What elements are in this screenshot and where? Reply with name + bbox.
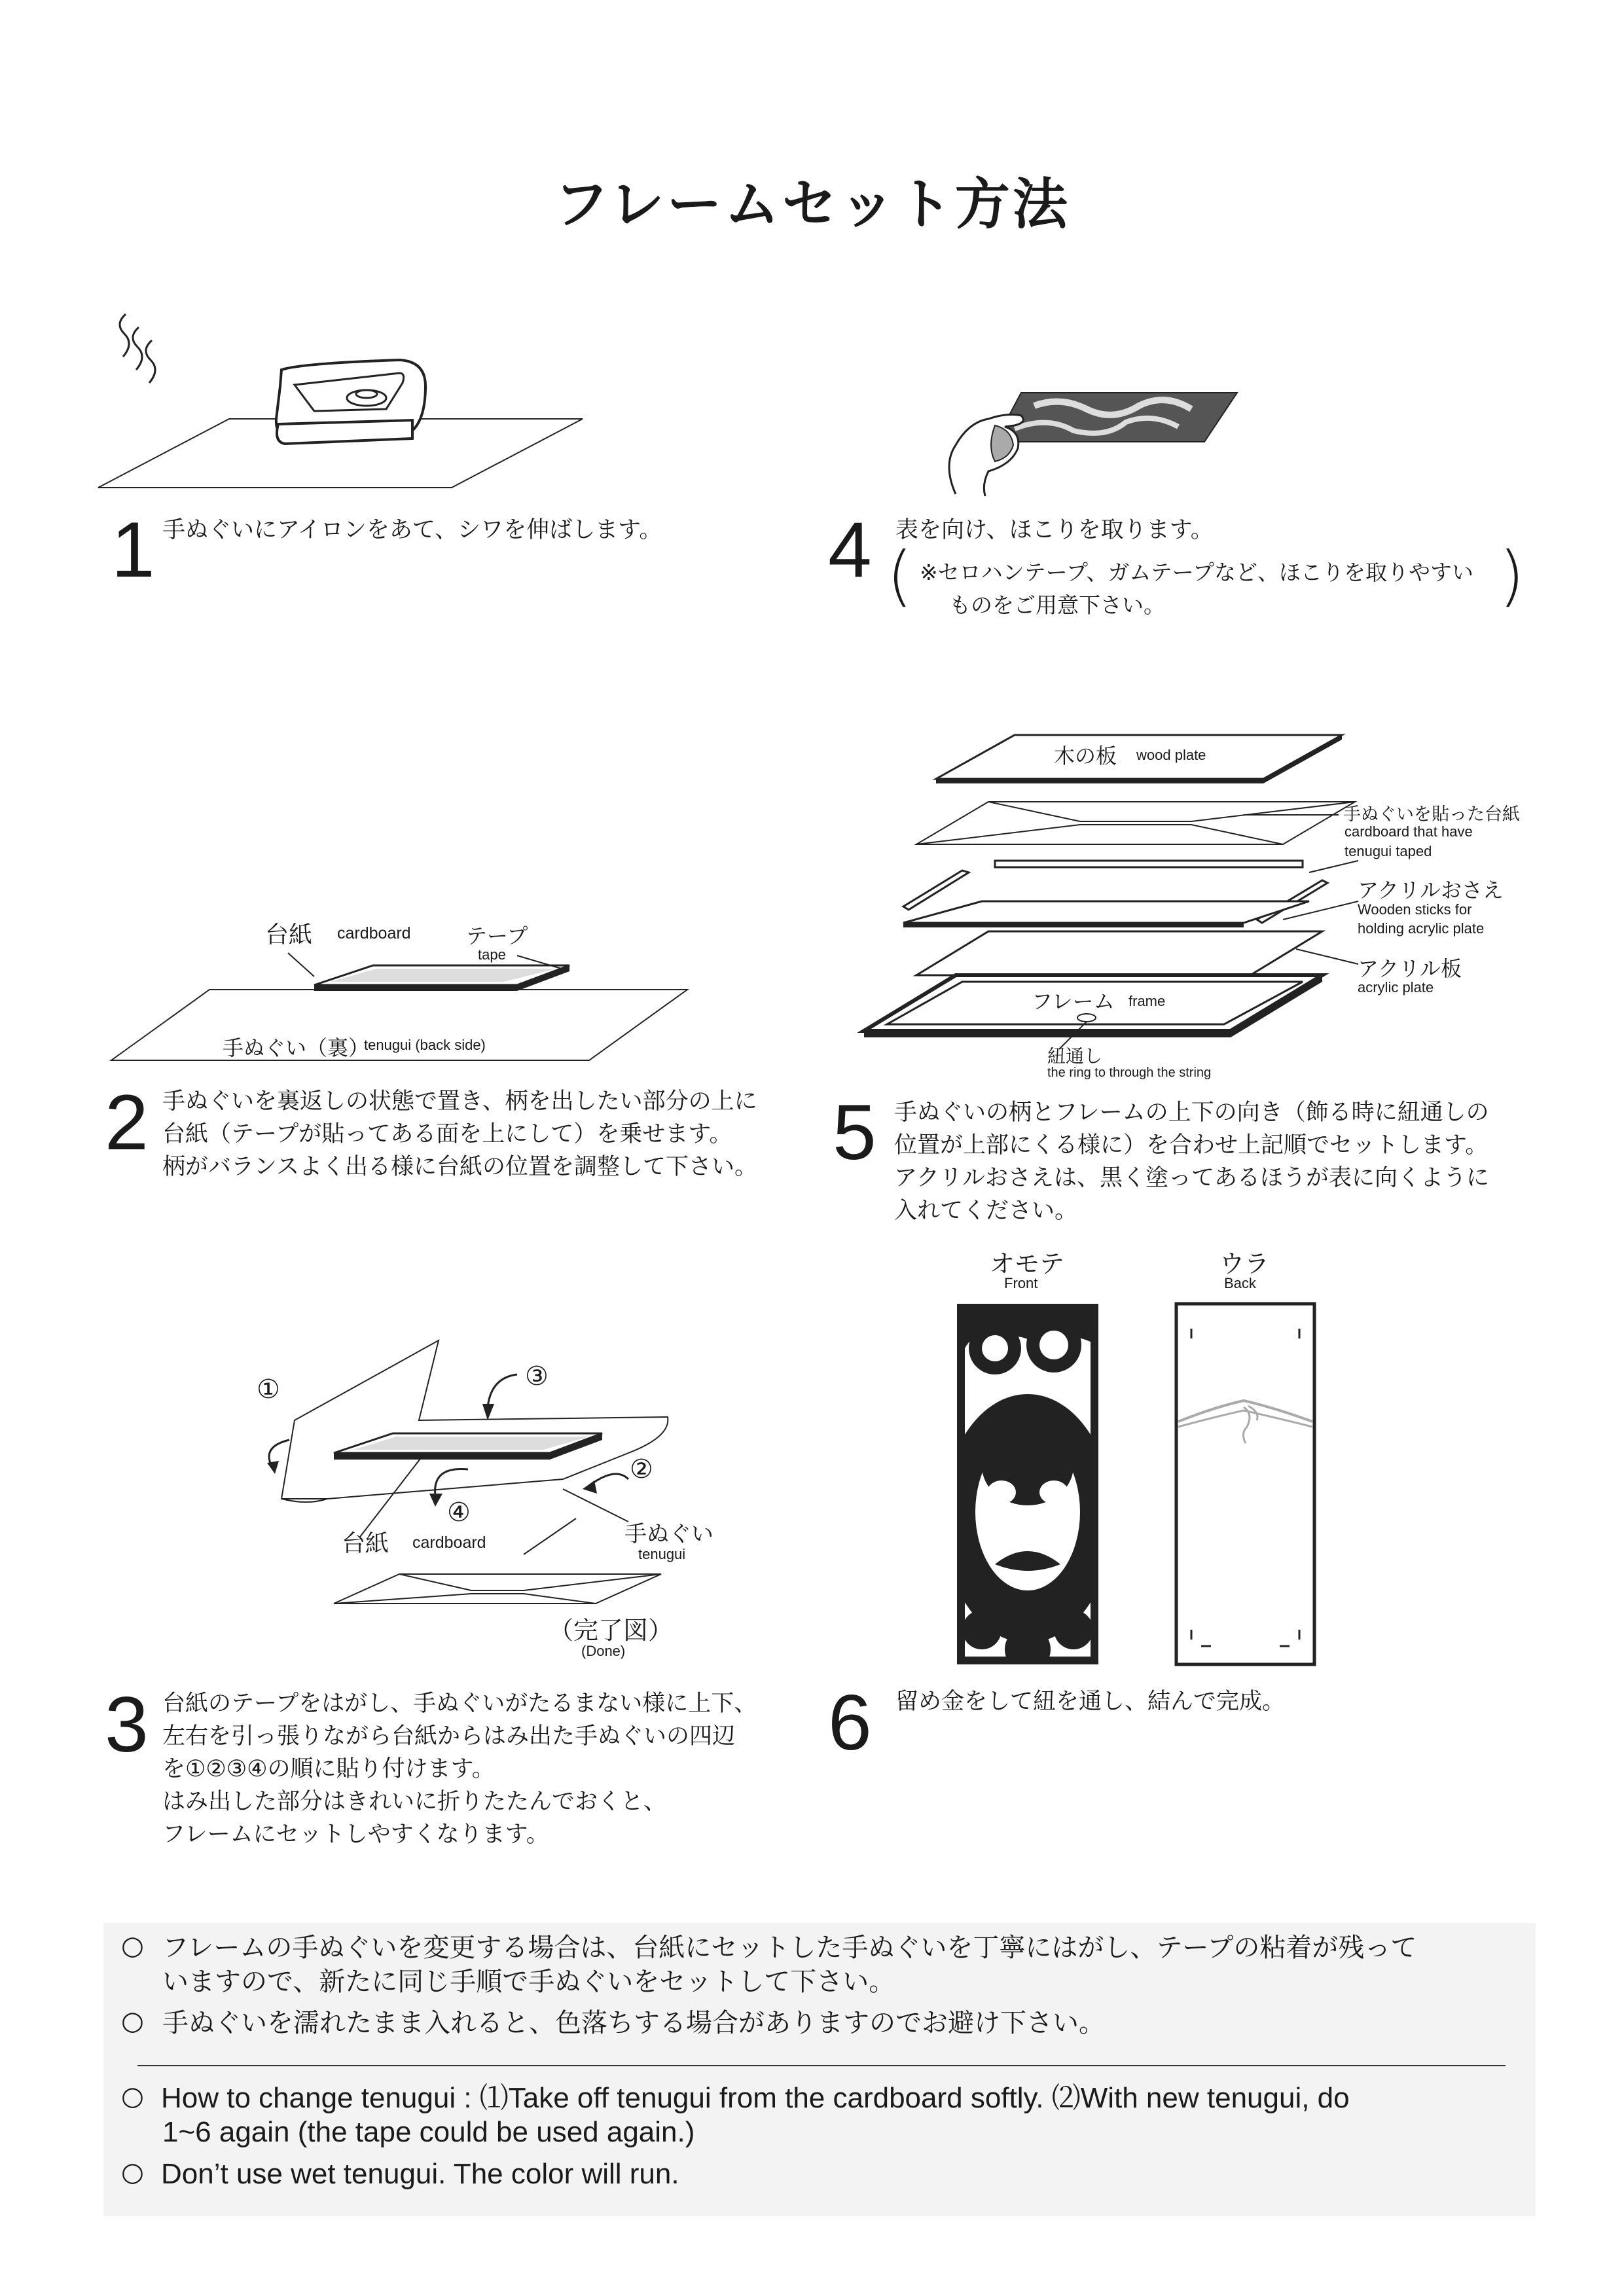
note-en-1-line-2: 1~6 again (the tape could be used again.) <box>162 2116 695 2148</box>
fig3-cardboard-label-en: cardboard <box>412 1534 486 1552</box>
fig3-marker-2: ② <box>630 1454 653 1484</box>
fig6-front-label: オモテ <box>990 1249 1065 1278</box>
fig5-sticks-label-en-2: holding acrylic plate <box>1358 920 1485 937</box>
note-en-1-line-1: How to change tenugui : ⑴Take off tenugui from the cardboard softly. ⑵With new tenugui, do <box>161 2082 1350 2114</box>
frame-exploded-illustration <box>851 730 1362 1083</box>
notes-divider <box>137 2065 1506 2066</box>
fig6-back-label-en: Back <box>1224 1275 1256 1291</box>
step-2-number: 2 <box>105 1079 149 1166</box>
step-4-note-line-1: ※セロハンテープ、ガムテープなど、ほこりを取りやすい <box>920 560 1474 585</box>
fig5-wood-label: 木の板 <box>1054 744 1117 768</box>
step-3-line-1: 台紙のテープをはがし、手ぬぐいがたるまない様に上下、 <box>162 1691 757 1717</box>
fig3-tenugui-label: 手ぬぐい <box>624 1521 713 1547</box>
folding-tenugui-illustration <box>236 1329 746 1636</box>
step-5-line-4: 入れてください。 <box>894 1198 1078 1224</box>
note-ja-2-line-1: 手ぬぐいを濡れたまま入れると、色落ちする場合がありますのでお避け下さい。 <box>162 2008 1105 2038</box>
fig5-taped-label-en-1: cardboard that have <box>1344 823 1473 840</box>
cardboard-on-tenugui-illustration <box>98 949 700 1073</box>
step-4-paren-left: ( <box>887 537 913 614</box>
fig5-sticks-label-en-1: Wooden sticks for <box>1358 901 1472 918</box>
step-2-line-3: 柄がバランスよく出る様に台紙の位置を調整して下さい。 <box>162 1154 757 1180</box>
step-5-line-2: 位置が上部にくる様に）を合わせ上記順でセットします。 <box>894 1132 1489 1158</box>
fig2-cardboard-label-en: cardboard <box>337 924 411 942</box>
note-en-2-bullet: ○ <box>121 2157 144 2187</box>
fig5-sticks-label: アクリルおさえ <box>1358 878 1504 903</box>
fig3-tenugui-label-en: tenugui <box>638 1546 686 1562</box>
fig3-done-label-en: (Done) <box>581 1643 626 1659</box>
fig5-taped-label: 手ぬぐいを貼った台紙 <box>1343 804 1520 825</box>
step-6-number: 6 <box>828 1679 872 1767</box>
fig6-front-label-en: Front <box>1004 1275 1038 1291</box>
step-4-number: 4 <box>828 506 872 594</box>
fig2-tenugui-label: 手ぬぐい（裏） <box>223 1035 370 1060</box>
step-3-line-5: フレームにセットしやすくなります。 <box>162 1821 549 1848</box>
fig2-cardboard-label: 台紙 <box>265 922 313 948</box>
fig2-tape-label-en: tape <box>478 946 506 963</box>
fig5-wood-label-en: wood plate <box>1136 747 1206 763</box>
fig5-frame-label-en: frame <box>1128 993 1166 1009</box>
step-1-text: 手ぬぐいにアイロンをあて、シワを伸ばします。 <box>162 517 662 543</box>
step-4-text: 表を向け、ほこりを取ります。 <box>895 517 1214 543</box>
fig2-tenugui-label-en: tenugui (back side) <box>364 1037 486 1053</box>
step-4-note-line-2: ものをご用意下さい。 <box>949 592 1165 618</box>
note-ja-1-line-1: フレームの手ぬぐいを変更する場合は、台紙にセットした手ぬぐいを丁寧にはがし、テープの粘着が残って <box>162 1933 1417 1963</box>
note-en-2-line-1: Don’t use wet tenugui. The color will run. <box>161 2158 679 2190</box>
iron-illustration <box>98 308 596 497</box>
fig3-done-label: （完了図） <box>549 1616 674 1645</box>
fig5-acrylic-label: アクリル板 <box>1358 956 1462 981</box>
step-5-number: 5 <box>833 1088 876 1176</box>
framed-tenugui-front <box>956 1302 1100 1666</box>
fig3-marker-4: ④ <box>447 1498 471 1528</box>
note-en-1-bullet: ○ <box>121 2081 144 2111</box>
step-5-line-1: 手ぬぐいの柄とフレームの上下の向き（飾る時に紐通しの <box>894 1100 1489 1126</box>
step-3-line-4: はみ出した部分はきれいに折りたたんでおくと、 <box>162 1789 667 1815</box>
step-4-paren-right: ) <box>1499 537 1525 614</box>
fig5-ring-label: 紐通し <box>1047 1045 1103 1067</box>
step-1-number: 1 <box>111 506 155 594</box>
step-2-line-2: 台紙（テープが貼ってある面を上にして）を乗せます。 <box>162 1121 732 1147</box>
note-ja-2-bullet: ○ <box>121 2006 144 2036</box>
fig6-back-label: ウラ <box>1219 1249 1270 1278</box>
fig3-cardboard-label: 台紙 <box>342 1530 389 1557</box>
step-5-line-3: アクリルおさえは、黒く塗ってあるほうが表に向くように <box>894 1165 1489 1191</box>
fig5-ring-label-en: the ring to through the string <box>1047 1066 1212 1080</box>
fig5-frame-label: フレーム <box>1032 989 1115 1014</box>
step-3-line-2: 左右を引っ張りながら台紙からはみ出た手ぬぐいの四辺 <box>162 1723 736 1749</box>
step-3-number: 3 <box>105 1681 149 1768</box>
fig3-marker-3: ③ <box>525 1361 549 1391</box>
fig5-acrylic-label-en: acrylic plate <box>1358 979 1434 996</box>
page-title: フレームセット方法 <box>554 172 1070 236</box>
step-3-line-3: を①②③④の順に貼り付けます。 <box>162 1756 495 1782</box>
step-2-line-1: 手ぬぐいを裏返しの状態で置き、柄を出したい部分の上に <box>162 1088 757 1115</box>
hand-tape-illustration <box>929 386 1244 497</box>
fig3-marker-1: ① <box>257 1374 280 1405</box>
step-6-text: 留め金をして紐を通し、結んで完成。 <box>895 1689 1286 1715</box>
note-ja-1-bullet: ○ <box>121 1931 144 1961</box>
note-ja-1-line-2: いますので、新たに同じ手順で手ぬぐいをセットして下さい。 <box>162 1967 895 1997</box>
framed-tenugui-back <box>1175 1302 1316 1666</box>
fig5-taped-label-en-2: tenugui taped <box>1344 843 1432 859</box>
fig2-tape-label: テープ <box>466 924 528 948</box>
